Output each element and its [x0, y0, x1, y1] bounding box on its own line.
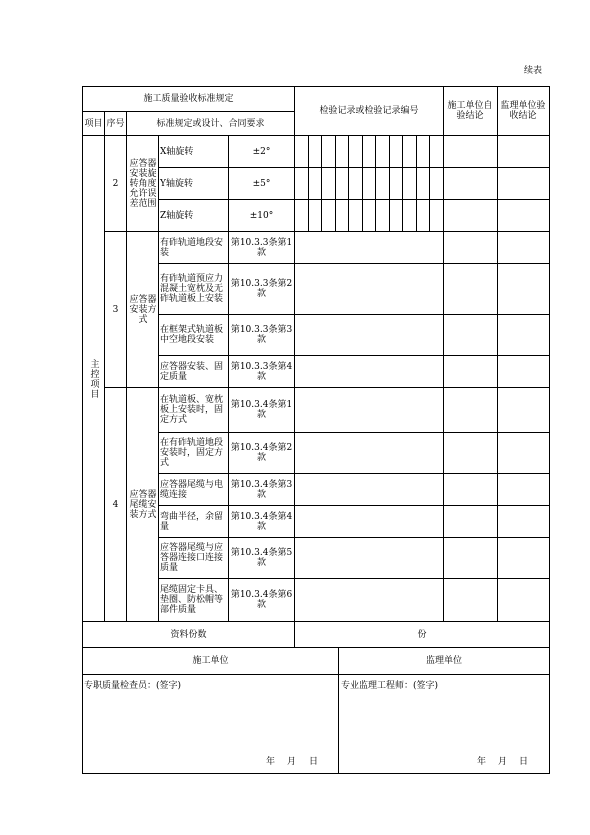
- requirement-label: 尾缆固定卡具、垫圈、防松帽等部件质量: [160, 585, 224, 615]
- requirement-value: 第10.3.3条第4款: [230, 361, 293, 382]
- requirement-label: 在有砟轨道地段安装时，固定方式: [160, 438, 224, 468]
- continued-label: 续表: [524, 66, 543, 76]
- contractor-date-day: 日: [309, 757, 319, 767]
- main-item-cell: [83, 136, 104, 621]
- requirement-label: 在框架式轨道板中空地段安装: [160, 325, 224, 345]
- requirement-label: X轴旋转: [160, 146, 194, 157]
- requirement-label: 应答器尾缆与应答器连接口连接质量: [160, 543, 224, 573]
- requirement-value: 第10.3.3条第1款: [230, 237, 293, 258]
- requirement-column-header: 标准规定或设计、合同要求: [156, 118, 265, 129]
- supervisor-date-year: 年: [477, 757, 487, 767]
- supervisor-date-month: 月: [498, 757, 508, 767]
- requirement-label: 应答器安装、固定质量: [160, 361, 224, 382]
- requirement-label: Y轴旋转: [160, 178, 193, 189]
- requirement-value: 第10.3.4条第5款: [230, 548, 293, 568]
- supervisor-date-day: 日: [519, 757, 529, 767]
- requirement-value: 第10.3.3条第2款: [230, 279, 293, 299]
- contractor-date-year: 年: [266, 757, 276, 767]
- copies-unit: 份: [417, 629, 427, 640]
- requirement-label: 弯曲半径，余留量: [160, 511, 224, 532]
- requirement-value: ±10°: [249, 210, 274, 221]
- group-title: 应答器安装旋转角度允许误差范围: [129, 158, 157, 209]
- requirement-value: 第10.3.4条第6款: [230, 590, 293, 610]
- record-column-header: 检验记录或检验记录编号: [319, 106, 419, 116]
- contractor-date-month: 月: [287, 757, 297, 767]
- requirement-label: 应答器尾缆与电缆连接: [160, 479, 224, 500]
- contractor-signature-label: 专职质量检查员：(签字): [84, 681, 182, 691]
- requirement-value: 第10.3.4条第2款: [230, 443, 293, 463]
- group-title: 应答器尾缆安装方式: [129, 489, 157, 520]
- requirement-value: 第10.3.4条第1款: [230, 400, 293, 420]
- data-count-label: 资料份数: [170, 629, 207, 640]
- item-column-header: 项目: [84, 118, 103, 129]
- group-title: 应答器安装方式: [129, 294, 157, 325]
- group-seq: 4: [112, 499, 119, 510]
- requirement-value: ±5°: [252, 178, 271, 189]
- requirement-value: 第10.3.3条第3款: [230, 325, 293, 345]
- requirement-label: 有砟轨道地段安装: [160, 237, 224, 258]
- requirement-label: Z轴旋转: [160, 210, 194, 221]
- group-seq: 2: [112, 178, 119, 189]
- requirement-label: 在轨道板、宽枕板上安装时，固定方式: [160, 395, 224, 425]
- requirement-label: 有砟轨道预应力混凝土宽枕及无砟轨道板上安装: [160, 274, 224, 304]
- requirement-value: 第10.3.4条第3款: [230, 479, 293, 500]
- standard-group-header: 施工质量验收标准规定: [143, 94, 234, 104]
- main-item-label: 主控项目: [88, 358, 99, 399]
- seq-column-header: 序号: [106, 118, 125, 129]
- requirement-value: 第10.3.4条第4款: [230, 511, 293, 532]
- contractor-conclusion-header: 施工单位自验结论: [447, 101, 493, 121]
- supervisor-conclusion-header: 监理单位验收结论: [500, 101, 546, 121]
- supervisor-signature-label: 专业监理工程师：(签字): [341, 681, 439, 691]
- contractor-header: 施工单位: [192, 656, 229, 666]
- supervisor-header: 监理单位: [425, 656, 462, 666]
- requirement-value: ±2°: [252, 146, 271, 157]
- group-seq: 3: [112, 304, 119, 315]
